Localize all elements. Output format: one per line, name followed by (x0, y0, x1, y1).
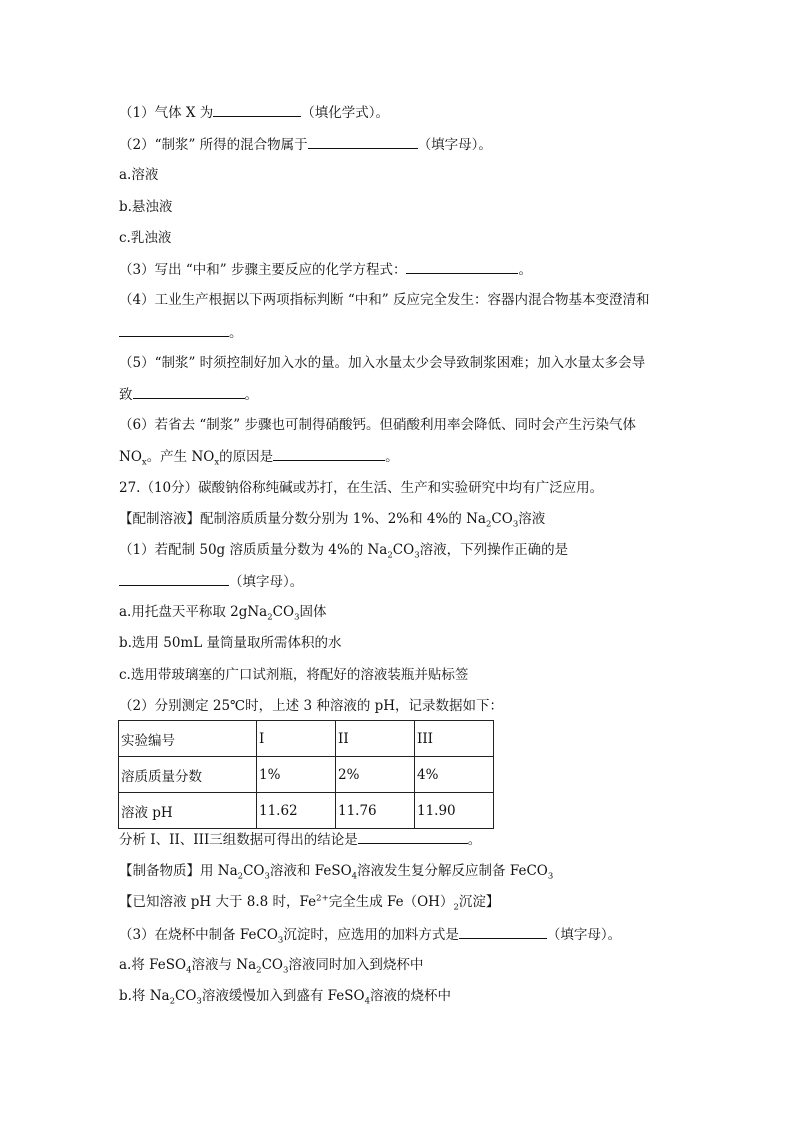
option-a-end: 固体 (299, 604, 327, 620)
analysis-text: 分析 I、II、III三组数据可得出的结论是 (119, 832, 358, 848)
sub-4: 4 (364, 996, 370, 1007)
option-a-end: 溶液同时加入到烧杯中 (288, 957, 424, 973)
table-cell: II (336, 721, 415, 757)
section-prepare-substance (119, 861, 553, 881)
q6-suffix: 。 (385, 449, 399, 465)
co-text: CO (392, 542, 415, 558)
table-row (119, 757, 494, 793)
option-a-mid: 溶液与 Na (191, 957, 257, 973)
p1-end: 溶液，下列操作正确的是 (419, 542, 569, 558)
sub-3: 3 (196, 996, 202, 1007)
co-text: CO (261, 957, 283, 973)
q2-answer-blank[interactable] (308, 134, 418, 149)
q6-after: 的原因是 (219, 449, 274, 465)
table-cell: 溶质质量分数 (119, 757, 257, 793)
question-4-cont (119, 322, 243, 342)
question-4: （4）工业生产根据以下两项指标判断 “中和” 反应完全发生：容器内混合物基本变澄清和 (119, 292, 650, 308)
p1-option-a (119, 602, 326, 622)
question-5: （5）“制浆” 时须控制好加入水的量。加入水量太少会导致制浆困难；加入水量太多会导 (119, 355, 646, 371)
table-cell: 2% (336, 757, 415, 793)
q4-suffix: 。 (229, 325, 243, 341)
co-text: CO (243, 863, 265, 879)
sub-3: 3 (512, 519, 519, 530)
p1-answer-blank[interactable] (119, 571, 229, 586)
table-cell: III (415, 721, 494, 757)
q1-text: （1）气体 X 为 (119, 105, 214, 121)
table-cell: 11.90 (415, 793, 494, 829)
q3-text: （3）写出 “中和” 步骤主要反应的化学方程式： (119, 262, 407, 278)
q2-suffix: （填字母）。 (417, 137, 492, 153)
p1-option-c: c.选用带玻璃塞的广口试剂瓶，将配好的溶液装瓶并贴标签 (119, 667, 469, 683)
sub-2: 2 (486, 519, 492, 530)
question-3 (119, 259, 532, 279)
known-text: 【已知溶液 pH 大于 8.8 时，Fe (119, 894, 317, 910)
sub-3: 3 (294, 612, 300, 623)
sub-3: 3 (414, 550, 420, 561)
charge-sup: 2+ (316, 893, 329, 904)
table-cell: 1% (257, 757, 336, 793)
p1-option-b: b.选用 50mL 量筒量取所需体积的水 (119, 635, 342, 651)
q2-option-a: a.溶液 (119, 167, 159, 183)
sub-4: 4 (186, 965, 192, 976)
part-1 (119, 540, 568, 560)
sub-2: 2 (387, 550, 393, 561)
section-tag: 【配制溶液】 (119, 511, 200, 527)
part-2: （2）分别测定 25℃时，上述 3 种溶液的 pH，记录数据如下： (119, 698, 504, 714)
q3-answer-blank[interactable] (406, 259, 518, 274)
question-1 (119, 102, 389, 122)
sub-3: 3 (547, 871, 554, 882)
sub-3: 3 (277, 935, 284, 946)
sub-2: 2 (237, 871, 244, 882)
q4-answer-blank[interactable] (119, 322, 229, 337)
nox-sub-2: x (214, 457, 220, 468)
sub-3: 3 (282, 965, 289, 976)
known-end: 沉淀】 (458, 894, 500, 910)
analysis-answer-blank[interactable] (358, 829, 468, 844)
nox-text: NO (119, 449, 142, 465)
p3-option-a (119, 955, 423, 975)
question-6-cont (119, 446, 399, 466)
question-5-cont (119, 384, 258, 404)
question-2 (119, 134, 492, 154)
sub-2: 2 (256, 965, 262, 976)
table-row (119, 793, 494, 829)
table-header-row (119, 721, 494, 757)
sub-2: 2 (267, 612, 273, 623)
section-prepare-solution (119, 509, 545, 529)
section-text: 配制溶质质量分数分别为 1%、2%和 4%的 Na (200, 511, 486, 527)
part-3 (119, 924, 621, 944)
section-end: 溶液 (518, 511, 546, 527)
part-1-cont (119, 571, 303, 591)
table-cell: 溶液 pH (119, 793, 257, 829)
co-text: CO (175, 988, 197, 1004)
option-b-end: 溶液的烧杯中 (370, 988, 451, 1004)
option-a-text: a.用托盘天平称取 2gNa (119, 604, 268, 620)
analysis (119, 829, 481, 849)
q1-suffix: （填化学式）。 (301, 105, 390, 121)
p1-suffix: （填字母）。 (229, 574, 304, 590)
sub-2: 2 (169, 996, 176, 1007)
nox-sub: x (141, 457, 147, 468)
co-text: CO (491, 511, 513, 527)
co-text: CO (272, 604, 295, 620)
q1-answer-blank[interactable] (213, 102, 301, 117)
question-27-title: 27.（10分）碳酸钠俗称纯碱或苏打，在生活、生产和实验研究中均有广泛应用。 (119, 480, 604, 496)
p3-mid: 沉淀时，应选用的加料方式是 (283, 927, 459, 943)
q5-answer-blank[interactable] (133, 384, 245, 399)
option-b-text: b.将 Na (119, 988, 170, 1004)
table-cell: 11.62 (257, 793, 336, 829)
q2-option-c: c.乳浊液 (119, 230, 172, 246)
p3-option-b (119, 986, 451, 1006)
p1-text: （1）若配制 50g 溶质质量分数为 4%的 Na (119, 542, 388, 558)
question-6: （6）若省去 “制浆” 步骤也可制得硝酸钙。但硝酸利用率会降低、同时会产生污染气体 (119, 417, 636, 433)
q5-text-2: 致 (119, 387, 133, 403)
ph-data-table (118, 720, 494, 829)
q6-mid: 。产生 NO (146, 449, 215, 465)
table-cell: 11.76 (336, 793, 415, 829)
sub-4: 4 (351, 871, 358, 882)
p3-text: （3）在烧杯中制备 FeCO (119, 927, 278, 943)
q2-text: （2）“制浆” 所得的混合物属于 (119, 137, 308, 153)
p3-suffix: （填字母）。 (546, 927, 622, 943)
known-condition (119, 892, 499, 912)
table-cell: 实验编号 (119, 721, 257, 757)
section-text: 用 Na (200, 863, 238, 879)
q2-option-b: b.悬浊液 (119, 199, 173, 215)
table-cell: I (257, 721, 336, 757)
option-a-text: a.将 FeSO (119, 957, 187, 973)
p3-answer-blank[interactable] (459, 924, 547, 939)
option-b-mid: 溶液缓慢加入到盛有 FeSO (201, 988, 365, 1004)
sub-2: 2 (453, 902, 459, 913)
q5-suffix: 。 (244, 387, 258, 403)
section-mid: 溶液和 FeSO (269, 863, 352, 879)
sub-3: 3 (264, 871, 270, 882)
analysis-suffix: 。 (467, 832, 482, 848)
table-cell: 4% (415, 757, 494, 793)
section-end: 溶液发生复分解反应制备 FeCO (357, 863, 548, 879)
known-mid: 完全生成 Fe（OH） (328, 894, 454, 910)
q3-suffix: 。 (518, 262, 532, 278)
section-tag: 【制备物质】 (119, 863, 200, 879)
q6-answer-blank[interactable] (273, 446, 385, 461)
